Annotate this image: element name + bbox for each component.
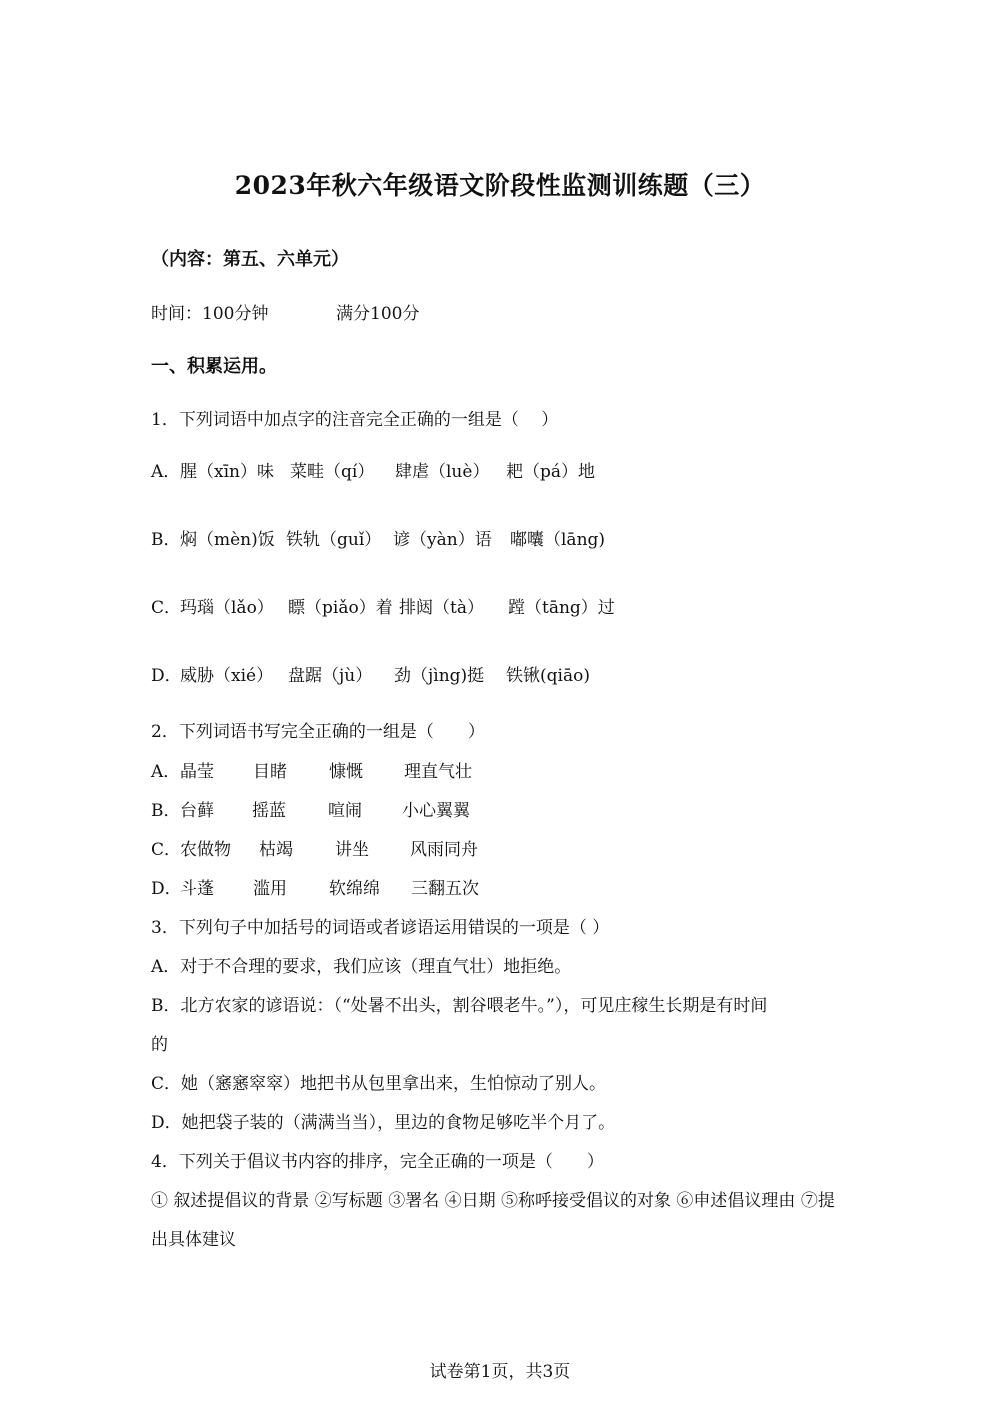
question-3-stem: 3．下列句子中加括号的词语或者谚语运用错误的一项是（ ） — [151, 918, 610, 938]
option-letter: C． — [151, 598, 182, 618]
option-item: 铁锹(qiāo) — [506, 666, 590, 686]
option-item: 滥用 — [253, 879, 287, 899]
option-item: 三翻五次 — [411, 879, 479, 899]
option-item: 铁轨（guǐ） — [286, 530, 382, 550]
option-item: 摇蓝 — [252, 801, 286, 821]
option-item: 目睹 — [253, 762, 287, 782]
option-letter: B． — [151, 530, 181, 550]
option-item: 瞟（piǎo）着 — [288, 598, 393, 618]
option-item: 肆虐（luè） — [395, 462, 490, 482]
option-letter: A． — [151, 762, 181, 782]
question-3-option-c: C．她（窸窸窣窣）地把书从包里拿出来，生怕惊动了别人。 — [151, 1074, 607, 1094]
option-item: 菜畦（qí） — [290, 462, 375, 482]
question-4-stem: 4．下列关于倡议书内容的排序，完全正确的一项是（ ） — [151, 1152, 604, 1172]
page-footer: 试卷第1页，共3页 — [429, 1362, 571, 1382]
option-item: 小心翼翼 — [402, 801, 470, 821]
option-item: 晶莹 — [180, 762, 214, 782]
question-3-option-d: D．她把袋子装的（满满当当），里边的食物足够吃半个月了。 — [151, 1113, 616, 1133]
option-item: 软绵绵 — [329, 879, 380, 899]
option-item: 腥（xīn）味 — [180, 462, 274, 482]
exam-score: 满分100分 — [336, 304, 420, 324]
question-3-option-a: A．对于不合理的要求，我们应该（理直气壮）地拒绝。 — [151, 957, 572, 977]
option-item: 盘踞（jù） — [288, 666, 373, 686]
option-item: 理直气壮 — [404, 762, 472, 782]
section-heading: 一、积累运用。 — [151, 356, 277, 377]
question-2-stem: 2．下列词语书写完全正确的一组是（ ） — [151, 722, 485, 742]
option-item: 焖（mèn)饭 — [180, 530, 275, 550]
option-item: 玛瑙（lǎo） — [180, 598, 274, 618]
option-letter: D． — [151, 879, 182, 899]
option-letter: A． — [151, 462, 181, 482]
option-item: 谚（yàn）语 — [393, 530, 492, 550]
question-1-stem: 1．下列词语中加点字的注音完全正确的一组是（ ） — [151, 410, 559, 430]
question-4-items: ① 叙述提倡议的背景 ②写标题 ③署名 ④日期 ⑤称呼接受倡议的对象 ⑥申述倡议理由 ⑦提 — [151, 1191, 835, 1211]
option-item: 台藓 — [180, 801, 214, 821]
exam-time: 时间：100分钟 — [151, 304, 269, 324]
option-item: 耙（pá）地 — [506, 462, 596, 482]
option-item: 斗蓬 — [180, 879, 214, 899]
option-item: 风雨同舟 — [410, 840, 478, 860]
option-item: 慷慨 — [329, 762, 363, 782]
option-letter: C． — [151, 840, 182, 860]
option-item: 劲（jìng)挺 — [394, 666, 485, 686]
content-scope: （内容：第五、六单元） — [151, 249, 349, 270]
option-item: 喧闹 — [328, 801, 362, 821]
question-3-option-b-continued: 的 — [151, 1035, 168, 1055]
option-letter: B． — [151, 801, 181, 821]
question-3-option-b: B．北方农家的谚语说：（“处暑不出头，割谷喂老牛。”），可见庄稼生长期是有时间 — [151, 996, 768, 1016]
page-title: 2023年秋六年级语文阶段性监测训练题（三） — [234, 171, 766, 200]
option-item: 嘟囔（lāng) — [510, 530, 606, 550]
option-item: 排闼（tà） — [399, 598, 484, 618]
option-item: 讲坐 — [335, 840, 369, 860]
option-item: 枯竭 — [259, 840, 293, 860]
option-item: 威胁（xié） — [180, 666, 274, 686]
question-4-items-continued: 出具体建议 — [151, 1230, 236, 1250]
option-letter: D． — [151, 666, 182, 686]
option-item: 蹚（tāng）过 — [508, 598, 615, 618]
option-item: 农做物 — [180, 840, 231, 860]
